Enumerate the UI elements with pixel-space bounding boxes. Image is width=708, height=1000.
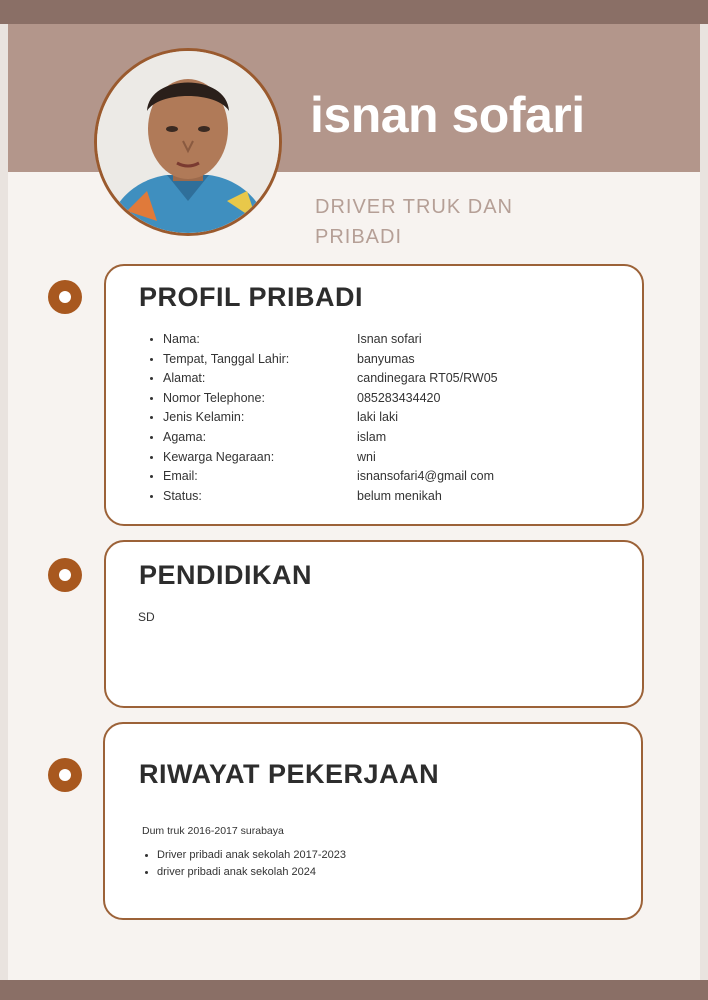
field-value: candinegara RT05/RW05 xyxy=(357,371,498,386)
work-bullet-icon xyxy=(48,758,82,792)
profile-bullet-icon xyxy=(48,280,82,314)
field-value: 085283434420 xyxy=(357,390,441,405)
field-value: wni xyxy=(357,449,376,464)
field-label: Kewarga Negaraan: xyxy=(163,449,275,464)
field-label: Agama: xyxy=(163,429,207,444)
job-title: DRIVER TRUK DAN PRIBADI xyxy=(315,196,513,248)
work-card xyxy=(103,722,643,920)
profile-list xyxy=(150,330,583,506)
page-right-edge xyxy=(700,24,708,980)
field-label: Jenis Kelamin: xyxy=(163,410,245,425)
field-value: banyumas xyxy=(357,351,415,366)
education-text: SD xyxy=(138,610,155,624)
education-title: PENDIDIKAN xyxy=(139,560,313,590)
field-value: Isnan sofari xyxy=(357,332,422,346)
list-item xyxy=(150,330,583,350)
list-item: Driver pribadi anak sekolah 2017-2023 xyxy=(144,847,374,864)
person-portrait-icon xyxy=(97,51,279,233)
work-intro: Dum truk 2016-2017 surabaya xyxy=(142,825,284,837)
list-item: driver pribadi anak sekolah 2024 xyxy=(144,864,374,881)
list-item xyxy=(150,408,583,428)
list-item xyxy=(150,448,583,468)
field-value: laki laki xyxy=(357,410,398,425)
page-left-edge xyxy=(0,24,8,980)
bottom-bar xyxy=(0,980,708,1000)
top-strip xyxy=(0,0,708,24)
person-name: isnan sofari xyxy=(310,87,585,143)
list-item xyxy=(150,487,583,507)
field-value: islam xyxy=(357,429,387,444)
field-label: Tempat, Tanggal Lahir: xyxy=(163,351,290,366)
field-label: Nomor Telephone: xyxy=(163,390,265,405)
field-label: Status: xyxy=(163,488,202,503)
work-title: RIWAYAT PEKERJAAN xyxy=(139,759,440,789)
list-item xyxy=(150,350,583,370)
education-bullet-icon xyxy=(48,558,82,592)
profile-title: PROFIL PRIBADI xyxy=(139,282,364,312)
list-item xyxy=(150,369,583,389)
field-label: Nama: xyxy=(163,332,200,346)
profile-photo xyxy=(94,48,282,236)
work-list xyxy=(144,847,374,881)
list-item xyxy=(150,389,583,409)
list-item xyxy=(150,428,583,448)
field-value: isnansofari4@gmail com xyxy=(357,469,495,484)
field-value: belum menikah xyxy=(357,488,442,503)
list-item xyxy=(150,467,583,487)
field-label: Alamat: xyxy=(163,371,206,386)
field-label: Email: xyxy=(163,469,198,484)
